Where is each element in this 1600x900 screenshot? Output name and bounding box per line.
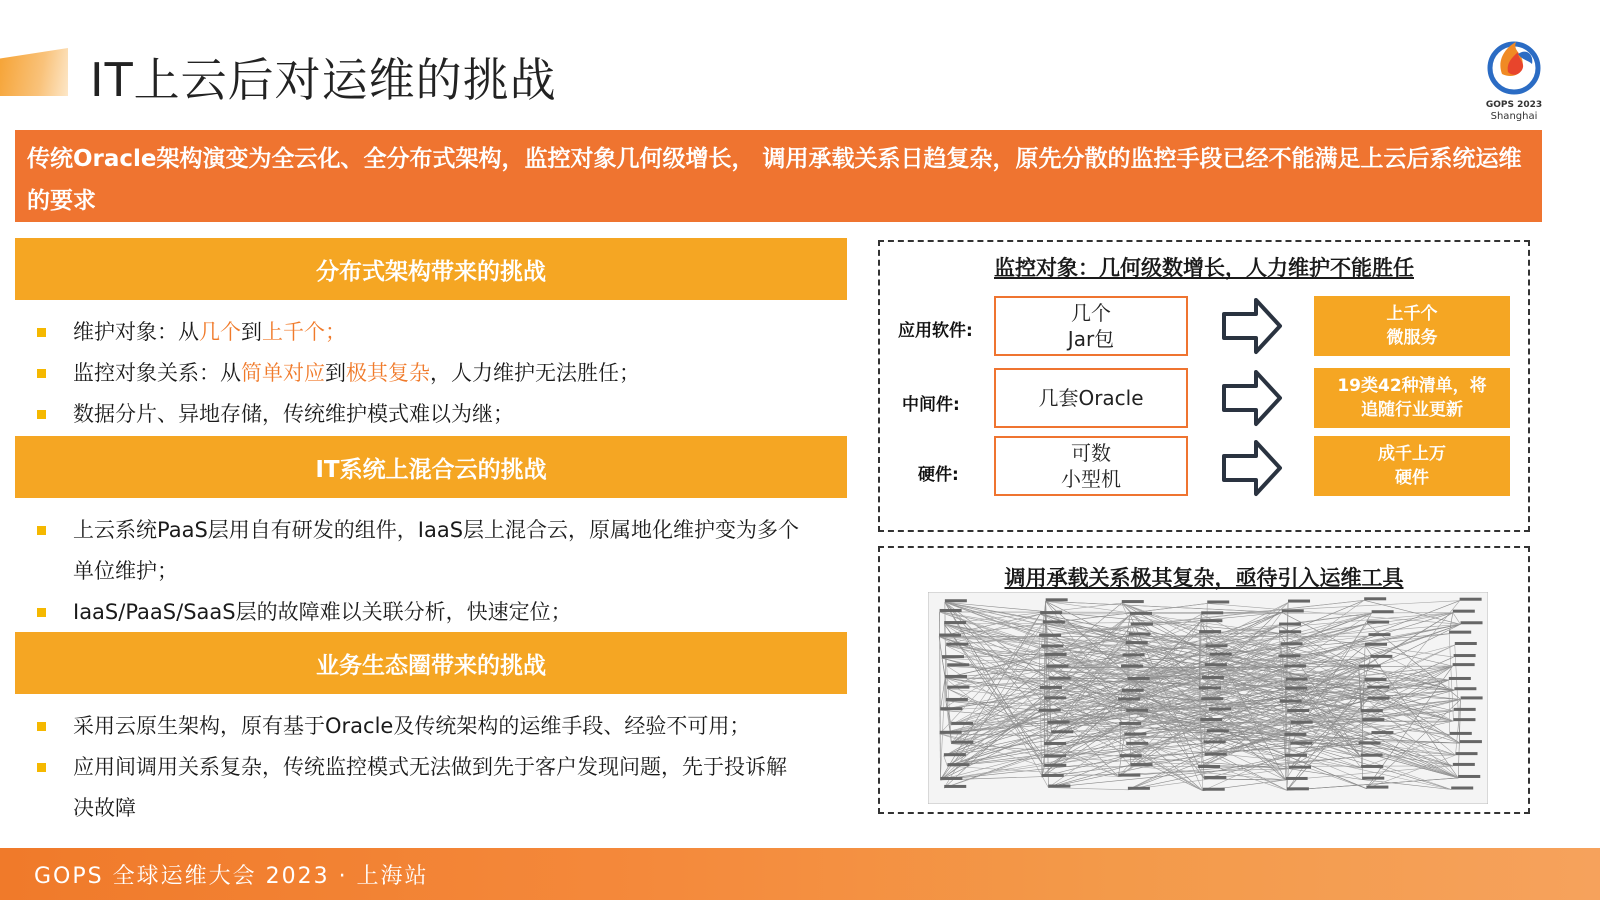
row-label-middleware: 中间件: xyxy=(902,395,960,415)
section-list-distributed xyxy=(15,312,847,435)
graph-node xyxy=(1371,731,1393,734)
graph-node xyxy=(1201,611,1223,614)
summary-banner: 传统Oracle架构演变为全云化、全分布式架构，监控对象几何级增长， 调用承载关系日趋复杂，原先分散的监控手段已经不能满足上云后系统运维的要求 xyxy=(15,130,1542,222)
graph-node xyxy=(1285,687,1307,690)
graph-node xyxy=(1120,754,1142,757)
graph-node xyxy=(1367,686,1389,689)
graph-node xyxy=(1126,641,1148,644)
item-text xyxy=(73,518,799,583)
graph-node xyxy=(1049,677,1071,680)
item-text xyxy=(73,320,346,344)
graph-node xyxy=(1367,697,1389,700)
bullet-icon xyxy=(37,722,46,731)
graph-node xyxy=(946,698,968,701)
item-text xyxy=(73,402,514,426)
graph-node xyxy=(1118,774,1140,777)
graph-node xyxy=(1131,622,1153,625)
from-line: 几套Oracle xyxy=(1038,386,1144,410)
to-line: 硬件 xyxy=(1395,468,1429,488)
graph-node xyxy=(1207,729,1229,732)
gops-logo xyxy=(1476,34,1552,126)
graph-node xyxy=(1039,634,1061,637)
graph-node xyxy=(1453,718,1475,721)
item-text xyxy=(73,361,640,385)
graph-node xyxy=(1362,718,1384,721)
graph-node xyxy=(1286,678,1308,681)
to-line: 成千上万 xyxy=(1378,444,1446,464)
graph-node xyxy=(1281,642,1303,645)
graph-node xyxy=(1128,787,1150,790)
graph-node xyxy=(1201,697,1223,700)
graph-node xyxy=(1285,754,1307,757)
item-text xyxy=(73,600,572,624)
graph-node xyxy=(1289,766,1311,769)
graph-node xyxy=(1279,630,1301,633)
from-line: 小型机 xyxy=(1061,467,1121,491)
graph-node xyxy=(1370,655,1392,658)
graph-node xyxy=(1121,665,1143,668)
graph-node xyxy=(1203,788,1225,791)
graph-node xyxy=(1126,742,1148,745)
call-graph-panel xyxy=(878,546,1530,814)
graph-node xyxy=(1206,644,1228,647)
highlight-text: 简单对应 xyxy=(241,361,325,385)
graph-node xyxy=(1279,623,1301,626)
plain-text: 监控对象关系：从 xyxy=(73,361,241,385)
graph-node xyxy=(1290,742,1312,745)
graph-node xyxy=(1287,787,1309,790)
graph-node xyxy=(1367,621,1389,624)
logo-event: GOPS 2023 xyxy=(1485,100,1543,110)
section-heading-hybrid-cloud: IT系统上混合云的挑战 xyxy=(15,436,847,498)
graph-node xyxy=(1044,764,1066,767)
list-item xyxy=(15,592,847,633)
page-title: IT上云后对运维的挑战 xyxy=(90,53,557,107)
graph-node xyxy=(951,741,973,744)
graph-node xyxy=(1454,708,1476,711)
graph-node xyxy=(1460,740,1482,743)
graph-node xyxy=(1282,609,1304,612)
graph-node xyxy=(942,655,964,658)
to-line: 追随行业更新 xyxy=(1361,400,1463,420)
graph-node xyxy=(1204,776,1226,779)
graph-node xyxy=(939,634,961,637)
graph-node xyxy=(1358,742,1380,745)
graph-node xyxy=(940,609,962,612)
graph-node xyxy=(1280,700,1302,703)
graph-node xyxy=(1123,653,1145,656)
graph-node xyxy=(1040,686,1062,689)
graph-node xyxy=(1045,653,1067,656)
graph-node xyxy=(1044,742,1066,745)
graph-node xyxy=(940,731,962,734)
section-list-ecosystem xyxy=(15,706,847,829)
graph-node xyxy=(947,686,969,689)
graph-node xyxy=(1288,600,1310,603)
graph-node xyxy=(944,785,966,788)
graph-node xyxy=(1043,620,1065,623)
graph-node xyxy=(1451,787,1473,790)
section-heading-distributed: 分布式架构带来的挑战 xyxy=(15,238,847,300)
list-item xyxy=(15,353,847,394)
monitor-objects-panel xyxy=(878,240,1530,532)
graph-node xyxy=(1365,643,1387,646)
arrow-right-icon xyxy=(1220,368,1284,428)
list-item xyxy=(15,394,847,435)
call-graph-title: 调用承载关系极其复杂，亟待引入运维工具 xyxy=(1004,566,1404,590)
plain-text: 采用云原生架构，原有基于Oracle及传统架构的运维手段、经验不可用； xyxy=(73,714,751,738)
graph-node xyxy=(945,599,967,602)
graph-node xyxy=(1454,687,1476,690)
graph-node xyxy=(1202,676,1224,679)
bullet-icon xyxy=(37,608,46,617)
item-text xyxy=(73,755,787,820)
to-box-app xyxy=(1314,296,1510,356)
to-line: 微服务 xyxy=(1386,328,1438,348)
arrow-right-icon xyxy=(1220,438,1284,498)
graph-node xyxy=(1204,740,1226,743)
from-line: Jar包 xyxy=(1067,327,1115,351)
graph-node xyxy=(946,643,968,646)
graph-node xyxy=(1198,765,1220,768)
graph-node xyxy=(1278,654,1300,657)
plain-text: 到 xyxy=(241,320,262,344)
graph-node xyxy=(1361,754,1383,757)
graph-node xyxy=(1359,664,1381,667)
arrow-right-icon xyxy=(1220,296,1284,356)
graph-node xyxy=(1456,752,1478,755)
from-box-middleware xyxy=(994,368,1188,428)
graph-node xyxy=(1041,645,1063,648)
title-accent-shape xyxy=(0,48,68,96)
graph-node xyxy=(1119,722,1141,725)
plain-text: 到 xyxy=(325,361,346,385)
bullet-icon xyxy=(37,763,46,772)
highlight-text: 上千个； xyxy=(262,320,346,344)
to-box-middleware xyxy=(1314,368,1510,428)
row-label-app: 应用软件: xyxy=(898,321,973,341)
graph-node xyxy=(1205,663,1227,666)
graph-node xyxy=(1453,610,1475,613)
graph-node xyxy=(1284,733,1306,736)
graph-node xyxy=(1364,597,1386,600)
graph-node xyxy=(1046,665,1068,668)
graph-node xyxy=(1453,663,1475,666)
graph-node xyxy=(1209,708,1231,711)
graph-node xyxy=(940,777,962,780)
call-dependency-graph-image xyxy=(928,592,1488,804)
graph-node xyxy=(1460,598,1482,601)
section-list-hybrid-cloud xyxy=(15,510,847,633)
from-line: 几个 xyxy=(1071,301,1111,325)
graph-node xyxy=(1372,610,1394,613)
graph-node xyxy=(1048,721,1070,724)
bullet-icon xyxy=(37,369,46,378)
graph-node xyxy=(947,763,969,766)
to-line: 19类42种清单，将 xyxy=(1337,376,1487,396)
plain-text: 数据分片、异地存储，传统维护模式难以为继； xyxy=(73,402,514,426)
highlight-text: 极其复杂 xyxy=(346,361,430,385)
gops-flame-icon xyxy=(1482,34,1546,98)
plain-text: IaaS/PaaS/SaaS层的故障难以关联分析，快速定位； xyxy=(73,600,572,624)
graph-node xyxy=(1361,765,1383,768)
graph-node xyxy=(1449,631,1471,634)
graph-node xyxy=(1131,763,1153,766)
plain-text: 上云系统PaaS层用自有研发的组件，IaaS层上混合云，原属地化维护变为多个单位维护； xyxy=(73,518,800,583)
graph-node xyxy=(1046,598,1068,601)
graph-node xyxy=(947,663,969,666)
list-item xyxy=(15,706,847,747)
graph-node xyxy=(1455,642,1477,645)
graph-node xyxy=(1450,732,1472,735)
graph-node xyxy=(1207,600,1229,603)
graph-node xyxy=(1291,721,1313,724)
monitor-panel-title: 监控对象：几何级数增长，人力维护不能胜任 xyxy=(994,256,1414,280)
graph-node xyxy=(1366,786,1388,789)
graph-node xyxy=(1048,785,1070,788)
graph-node xyxy=(1287,709,1309,712)
graph-node xyxy=(1044,696,1066,699)
graph-node xyxy=(1365,678,1387,681)
graph-node xyxy=(1454,654,1476,657)
graph-node xyxy=(1044,754,1066,757)
graph-node xyxy=(1362,777,1384,780)
graph-node xyxy=(1122,600,1144,603)
from-box-app xyxy=(994,296,1188,356)
graph-node xyxy=(1210,653,1232,656)
logo-city: Shanghai xyxy=(1490,111,1538,122)
graph-node xyxy=(1199,630,1221,633)
graph-node xyxy=(1369,633,1391,636)
from-line: 可数 xyxy=(1071,441,1111,465)
graph-node xyxy=(1461,621,1483,624)
graph-node xyxy=(1361,709,1383,712)
footer-text: GOPS 全球运维大会 2023 · 上海站 xyxy=(34,864,429,889)
plain-text: 维护对象：从 xyxy=(73,320,199,344)
to-line: 上千个 xyxy=(1386,304,1438,324)
graph-node xyxy=(1199,686,1221,689)
bullet-icon xyxy=(37,410,46,419)
graph-node xyxy=(1118,697,1140,700)
bullet-icon xyxy=(37,328,46,337)
graph-node xyxy=(1461,696,1483,699)
plain-text: ，人力维护无法胜任； xyxy=(430,361,640,385)
from-box-hardware xyxy=(994,436,1188,496)
graph-node xyxy=(1124,732,1146,735)
list-item xyxy=(15,510,847,592)
graph-node xyxy=(1128,633,1150,636)
bullet-icon xyxy=(37,526,46,535)
highlight-text: 几个 xyxy=(199,320,241,344)
graph-node xyxy=(1040,611,1062,614)
graph-node xyxy=(1449,677,1471,680)
graph-node xyxy=(1122,689,1144,692)
graph-node xyxy=(1200,718,1222,721)
graph-node xyxy=(940,707,962,710)
graph-node xyxy=(1051,730,1073,733)
section-heading-ecosystem: 业务生态圈带来的挑战 xyxy=(15,632,847,694)
row-label-hardware: 硬件: xyxy=(918,465,959,485)
footer-bar xyxy=(0,848,1600,900)
graph-node xyxy=(944,621,966,624)
graph-node xyxy=(1042,774,1064,777)
graph-node xyxy=(945,675,967,678)
graph-node xyxy=(1205,753,1227,756)
graph-node xyxy=(1284,665,1306,668)
list-item xyxy=(15,312,847,353)
graph-node xyxy=(1128,677,1150,680)
graph-node xyxy=(1453,763,1475,766)
graph-node xyxy=(1286,777,1308,780)
graph-node xyxy=(1458,775,1480,778)
graph-node xyxy=(944,753,966,756)
plain-text: 应用间调用关系复杂，传统监控模式无法做到先于客户发现问题，先于投诉解决故障 xyxy=(73,755,787,820)
to-box-hardware xyxy=(1314,436,1510,496)
list-item xyxy=(15,747,847,829)
graph-node xyxy=(1039,709,1061,712)
graph-node xyxy=(1130,612,1152,615)
graph-node xyxy=(1126,709,1148,712)
graph-node xyxy=(1200,619,1222,622)
graph-node xyxy=(951,722,973,725)
item-text xyxy=(73,714,750,738)
